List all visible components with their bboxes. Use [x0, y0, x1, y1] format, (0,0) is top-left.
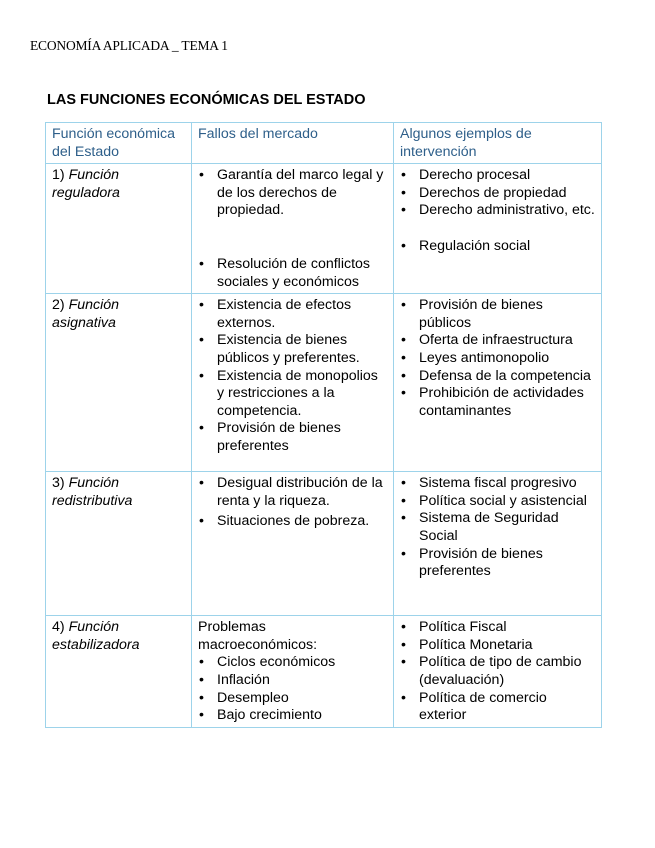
list-item: • Política Fiscal: [400, 619, 595, 637]
list-item: • Prohibición de actividades contaminantes: [400, 385, 595, 420]
list-item: • Situaciones de pobreza.: [198, 513, 387, 531]
examples-cell: [394, 294, 602, 472]
function-number: 4): [52, 619, 65, 636]
failures-list: [198, 297, 387, 455]
list-item: • Bajo crecimiento: [198, 707, 387, 725]
list-item: • Existencia de monopolios y restricciones a la competencia.: [198, 368, 387, 421]
examples-list: [400, 297, 595, 420]
table-row: [46, 164, 602, 294]
table-row: [46, 472, 602, 616]
list-item: • Política de tipo de cambio (devaluación): [400, 654, 595, 689]
list-item: • Provisión de bienes públicos: [400, 297, 595, 332]
list-item: • Política social y asistencial: [400, 493, 595, 511]
column-header-examples: Algunos ejemplos de intervención: [394, 123, 602, 164]
list-item: • Política de comercio exterior: [400, 690, 595, 725]
list-item: • Regulación social: [400, 238, 595, 256]
examples-list: [400, 167, 595, 255]
list-item: • Oferta de infraestructura: [400, 332, 595, 350]
examples-cell: [394, 616, 602, 728]
function-cell: [46, 616, 192, 728]
function-name: Función estabilizadora: [52, 619, 140, 653]
table-header-row: [46, 123, 602, 164]
function-cell: [46, 294, 192, 472]
failures-intro: Problemas macroeconómicos:: [198, 619, 318, 653]
column-header-function: Función económica del Estado: [46, 123, 192, 164]
list-item: • Leyes antimonopolio: [400, 350, 595, 368]
list-item: • Ciclos económicos: [198, 654, 387, 672]
examples-cell: [394, 472, 602, 616]
list-item: • Existencia de efectos externos.: [198, 297, 387, 332]
function-cell: [46, 164, 192, 294]
list-item: • Inflación: [198, 672, 387, 690]
function-number: 3): [52, 475, 65, 492]
page-header: ECONOMÍA APLICADA _ TEMA 1: [30, 38, 228, 53]
list-item: • Sistema de Seguridad Social: [400, 510, 595, 545]
failures-cell: [192, 164, 394, 294]
list-item: • Defensa de la competencia: [400, 368, 595, 386]
failures-cell: [192, 616, 394, 728]
examples-cell: [394, 164, 602, 294]
list-item: • Existencia de bienes públicos y preferentes.: [198, 332, 387, 367]
functions-table: [45, 122, 602, 728]
examples-list: [400, 475, 595, 581]
function-name: Función reguladora: [52, 167, 120, 201]
failures-cell: [192, 294, 394, 472]
list-item: • Desempleo: [198, 690, 387, 708]
list-item: • Provisión de bienes preferentes: [198, 420, 387, 455]
failures-list: [198, 475, 387, 531]
function-number: 2): [52, 297, 65, 314]
function-number: 1): [52, 167, 65, 184]
list-item: • Resolución de conflictos sociales y económicos: [198, 256, 387, 291]
column-header-market-failures: Fallos del mercado: [192, 123, 394, 164]
list-item: • Garantía del marco legal y de los derechos de propiedad.: [198, 167, 387, 220]
failures-list: [198, 654, 387, 724]
list-item: • Sistema fiscal progresivo: [400, 475, 595, 493]
examples-list: [400, 619, 595, 725]
list-item: • Derecho administrativo, etc.: [400, 202, 595, 220]
list-item: • Derecho procesal: [400, 167, 595, 185]
failures-list: [198, 167, 387, 291]
list-item: • Política Monetaria: [400, 637, 595, 655]
failures-cell: [192, 472, 394, 616]
list-item: • Desigual distribución de la renta y la riqueza.: [198, 475, 387, 510]
list-item: • Provisión de bienes preferentes: [400, 546, 595, 581]
function-name: Función asignativa: [52, 297, 120, 331]
list-item: • Derechos de propiedad: [400, 185, 595, 203]
table-row: [46, 294, 602, 472]
function-cell: [46, 472, 192, 616]
document-title: LAS FUNCIONES ECONÓMICAS DEL ESTADO: [47, 92, 366, 108]
function-name: Función redistributiva: [52, 475, 133, 509]
table-row: [46, 616, 602, 728]
